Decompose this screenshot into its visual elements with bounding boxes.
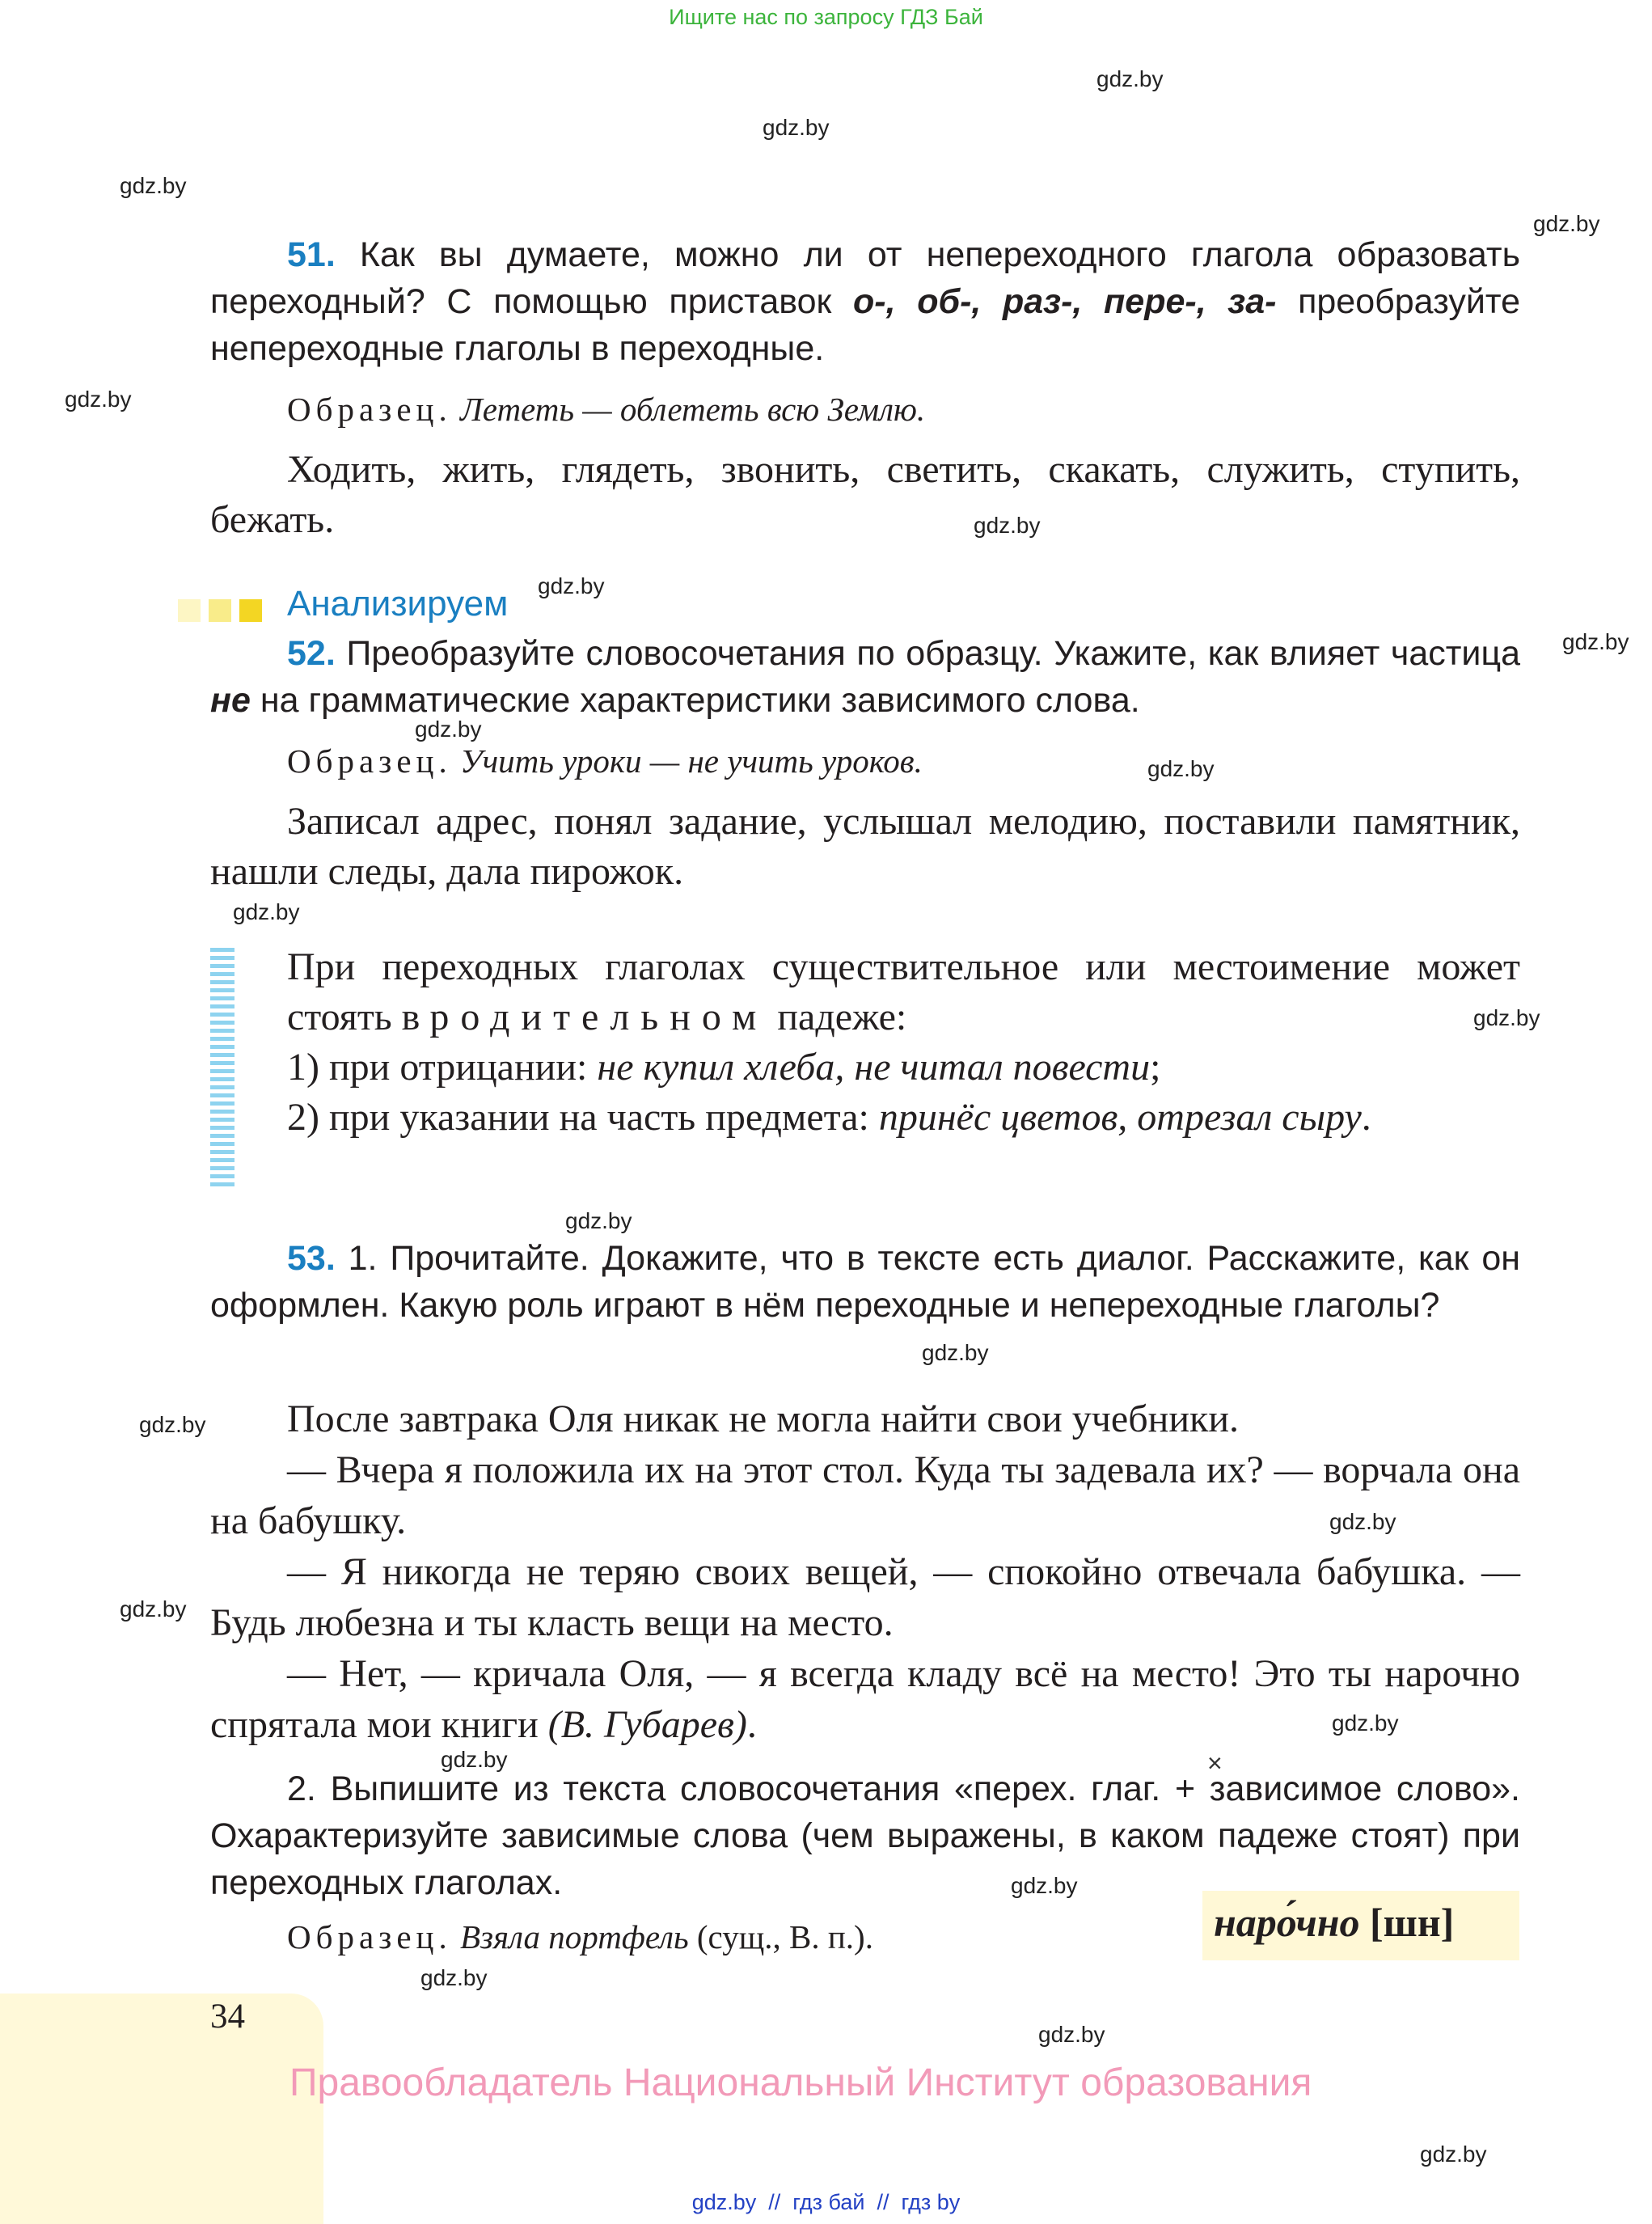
- exercise-51-sample: Образец. Лететь — облететь всю Землю.: [287, 391, 926, 428]
- watermark: gdz.by: [1562, 629, 1629, 654]
- exercise-number: 53.: [287, 1239, 336, 1278]
- section-marker-icon: [209, 599, 231, 622]
- exercise-52-task: 52. Преобразуйте словосочетания по образцу. Укажите, как влияет частица не на грамматические характеристики зависимого слова.: [210, 634, 1520, 720]
- watermark: gdz.by: [538, 573, 605, 598]
- watermark: gdz.by: [1533, 211, 1600, 236]
- watermark: gdz.by: [1038, 2022, 1105, 2047]
- rule-item-1: 1) при отрицании: не купил хлеба, не читал повести;: [287, 1046, 1161, 1089]
- exercise-52-sample: Образец. Учить уроки — не учить уроков.: [287, 742, 923, 780]
- section-marker-icon: [239, 599, 262, 622]
- section-marker-icon: [178, 599, 201, 622]
- section-title: Анализируем: [287, 584, 509, 624]
- watermark: gdz.by: [1420, 2142, 1487, 2167]
- vocabulary-box: [1202, 1891, 1519, 1960]
- watermark: gdz.by: [763, 115, 830, 140]
- copyright-notice: Правообладатель Национальный Институт образования: [289, 2061, 1312, 2104]
- top-banner: Ищите нас по запросу ГДЗ Бай: [669, 5, 983, 29]
- exercise-number: 51.: [287, 235, 336, 274]
- text-paragraph: — Вчера я положила их на этот стол. Куда ты задевала их? — ворчала она на бабушку.: [210, 1448, 1520, 1542]
- watermark: gdz.by: [1332, 1710, 1399, 1736]
- watermark: gdz.by: [233, 899, 300, 924]
- rule-statement: При переходных глаголах существительное или местоимение может стоять в родительном падеже:: [287, 945, 1520, 1038]
- exercise-53-sample: Образец. Взяла портфель (сущ., В. п.).: [287, 1918, 873, 1956]
- exercise-53-task-1: 53. 1. Прочитайте. Докажите, что в тексте есть диалог. Расскажите, как он оформлен. Какую роль играют в нём переходные и непереходные глаголы?: [210, 1239, 1520, 1325]
- grammar-rule: [287, 942, 1520, 1143]
- watermark: gdz.by: [139, 1412, 206, 1437]
- vocabulary-word: наро́чно: [1214, 1900, 1360, 1945]
- watermark: gdz.by: [1329, 1509, 1396, 1534]
- prefix-list: о-, об-, раз-, пере-, за-: [853, 282, 1277, 321]
- watermark: gdz.by: [120, 1596, 187, 1621]
- watermark: gdz.by: [120, 173, 187, 198]
- watermark: gdz.by: [1011, 1873, 1078, 1898]
- cross-mark-icon: ×: [1207, 1748, 1223, 1778]
- watermark: gdz.by: [420, 1965, 488, 1990]
- watermark: gdz.by: [922, 1340, 989, 1365]
- exercise-52-phrases: Записал адрес, понял задание, услышал мелодию, поставили памятник, нашли следы, дала пирожок.: [210, 800, 1520, 893]
- vocabulary-transcription: [шн]: [1369, 1900, 1455, 1945]
- page-number: 34: [210, 1998, 245, 2036]
- text-paragraph: После завтрака Оля никак не могла найти свои учебники.: [287, 1397, 1240, 1440]
- rule-sidebar: [210, 948, 234, 1189]
- watermark: gdz.by: [1096, 66, 1164, 91]
- watermark: gdz.by: [415, 717, 482, 742]
- text-paragraph: — Я никогда не теряю своих вещей, — спокойно отвечала бабушка. — Будь любезна и ты класть вещи на место.: [210, 1550, 1520, 1644]
- rule-item-2: 2) при указании на часть предмета: принёс цветов, отрезал сыру.: [287, 1096, 1371, 1139]
- footer-links[interactable]: gdz.by // гдз бай // гдз by: [691, 2190, 961, 2214]
- author: (В. Губарев): [547, 1703, 747, 1746]
- watermark: gdz.by: [441, 1747, 508, 1772]
- exercise-53-task-2: 2. Выпишите из текста словосочетания «перех. глаг. + зависимое слово». Охарактеризуйте зависимые слова (чем выражены, в каком падеже стоят) при переходных глаголах.: [210, 1769, 1520, 1902]
- watermark: gdz.by: [974, 513, 1041, 538]
- watermark: gdz.by: [565, 1208, 632, 1233]
- watermark: gdz.by: [1473, 1005, 1540, 1030]
- watermark: gdz.by: [65, 387, 132, 412]
- exercise-51-words: Ходить, жить, глядеть, звонить, светить, скакать, служить, ступить, бежать.: [210, 448, 1520, 541]
- exercise-53-text: [210, 1393, 1520, 1750]
- watermark: gdz.by: [1147, 756, 1215, 781]
- exercise-51-task: 51. Как вы думаете, можно ли от непереходного глагола образовать переходный? С помощью приставок о-, об-, раз-, пере-, за- преобразуйте непереходные глаголы в переходные.: [210, 235, 1520, 368]
- particle: не: [210, 681, 251, 720]
- text-paragraph: — Нет, — кричала Оля, — я всегда кладу всё на место! Это ты нарочно спрятала мои книги (В. Губарев).: [210, 1652, 1520, 1746]
- exercise-number: 52.: [287, 634, 336, 673]
